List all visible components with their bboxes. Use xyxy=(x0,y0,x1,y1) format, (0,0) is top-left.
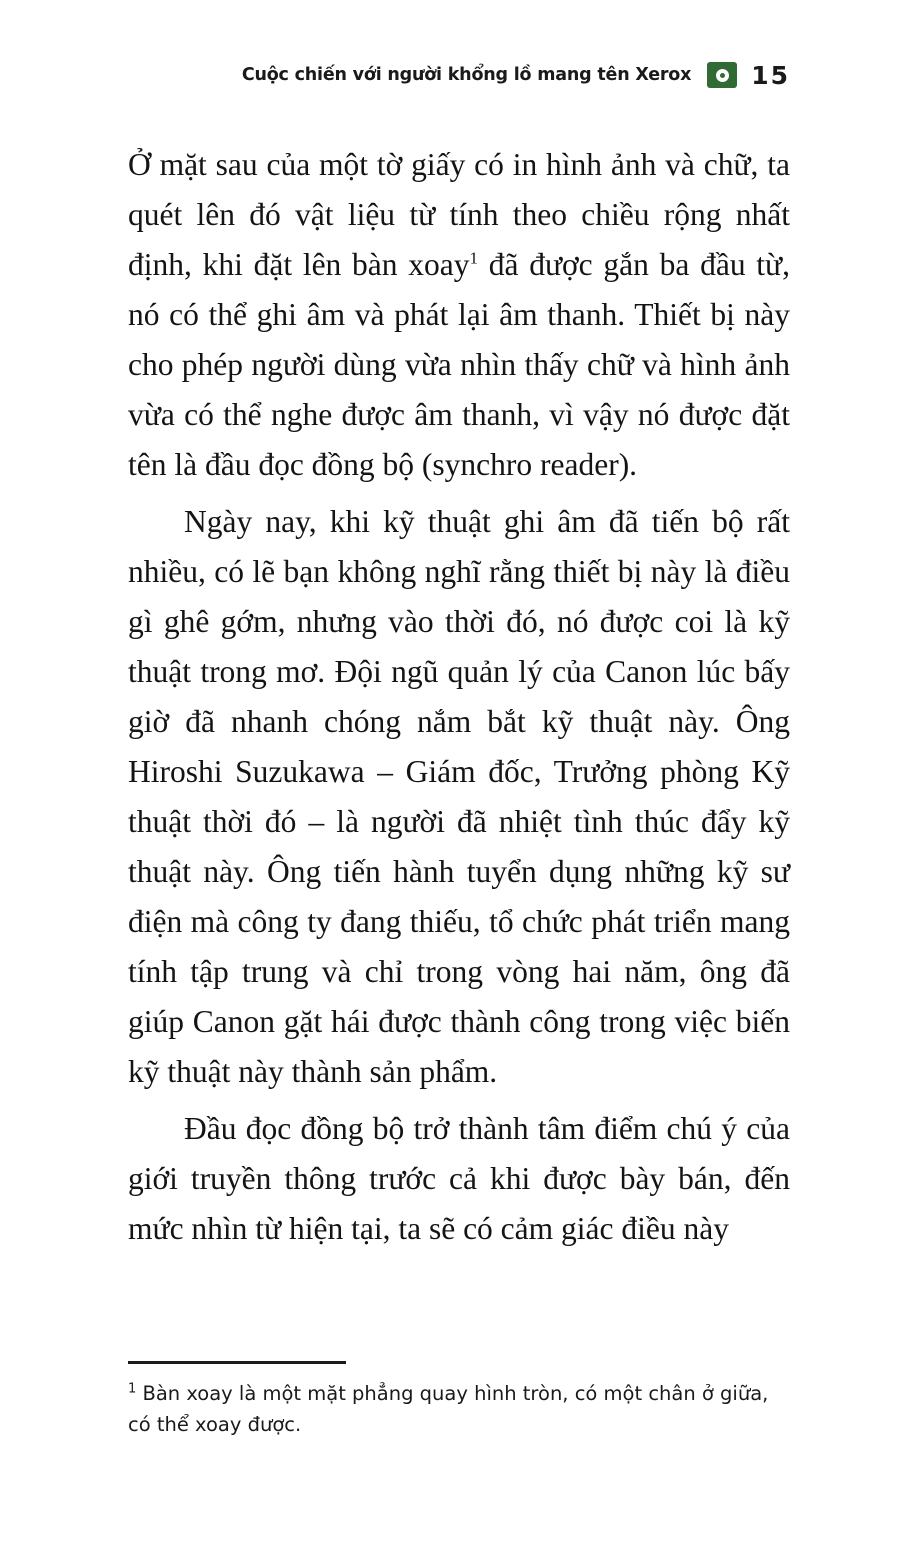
footnote-marker: 1 xyxy=(128,1381,137,1397)
paragraph-1-text-before-ref: Ở mặt sau của một tờ giấy có in hình ảnh và chữ, ta quét lên đó vật liệu từ tính theo chiều rộng nhất định, khi đặt lên bàn xoay xyxy=(128,147,790,282)
footnote-divider xyxy=(128,1361,346,1364)
page-number: 15 xyxy=(751,60,790,90)
footnote-body-text: Bàn xoay là một mặt phẳng quay hình tròn, có một chân ở giữa, có thể xoay được. xyxy=(128,1382,769,1436)
paragraph-1-text-after-ref: đã được gắn ba đầu từ, nó có thể ghi âm và phát lại âm thanh. Thiết bị này cho phép người dùng vừa nhìn thấy chữ và hình ảnh vừa có thể nghe được âm thanh, vì vậy nó được đặt tên là đầu đọc đồng bộ (synchro reader). xyxy=(128,247,791,482)
footnote-content xyxy=(128,1378,790,1440)
footnote-block xyxy=(128,1361,790,1440)
header-title: Cuộc chiến với người khổng lồ mang tên Xerox xyxy=(241,65,692,85)
footnote-reference: 1 xyxy=(469,248,478,268)
running-header xyxy=(0,58,918,92)
camera-lens-icon xyxy=(707,62,737,88)
paragraph-2: Ngày nay, khi kỹ thuật ghi âm đã tiến bộ rất nhiều, có lẽ bạn không nghĩ rằng thiết bị này là điều gì ghê gớm, nhưng vào thời đó, nó được coi là kỹ thuật trong mơ. Đội ngũ quản lý của Canon lúc bấy giờ đã nhanh chóng nắm bắt kỹ thuật này. Ông Hiroshi Suzukawa – Giám đốc, Trưởng phòng Kỹ thuật thời đó – là người đã nhiệt tình thúc đẩy kỹ thuật này. Ông tiến hành tuyển dụng những kỹ sư điện mà công ty đang thiếu, tổ chức phát triển mang tính tập trung và chỉ trong vòng hai năm, ông đã giúp Canon gặt hái được thành công trong việc biến kỹ thuật này thành sản phẩm. xyxy=(128,504,790,1089)
paragraph-3: Đầu đọc đồng bộ trở thành tâm điểm chú ý của giới truyền thông trước cả khi được bày bán, đến mức nhìn từ hiện tại, ta sẽ có cảm giác điều này xyxy=(128,1111,790,1246)
paragraph-1 xyxy=(128,140,790,490)
page-content xyxy=(128,140,790,1261)
